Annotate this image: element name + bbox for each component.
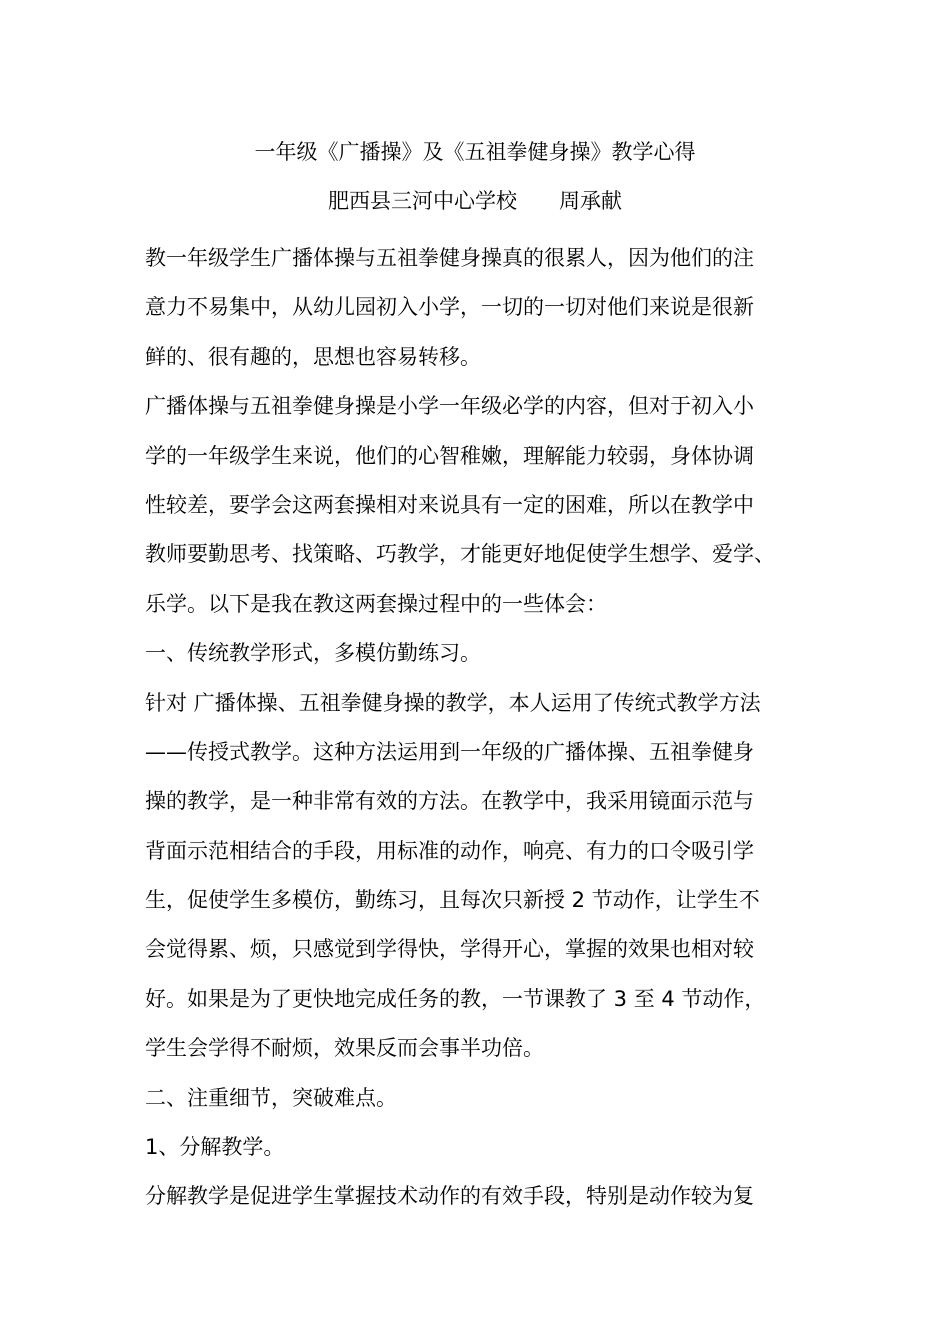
text-line: 广播体操与五祖拳健身操是小学一年级必学的内容，但对于初入小 — [145, 394, 754, 419]
text-line: 好。如果是为了更快地完成任务的教，一节课教了 3 至 4 节动作， — [145, 986, 766, 1011]
school-name: 肥西县三河中心学校 — [328, 189, 517, 213]
text-line: 教师要勤思考、找策略、巧教学，才能更好地促使学生想学、爱学、 — [145, 542, 775, 567]
author-name: 周承献 — [559, 189, 622, 213]
text-line: 操的教学，是一种非常有效的方法。在教学中，我采用镜面示范与 — [145, 789, 754, 814]
text-line: 乐学。以下是我在教这两套操过程中的一些体会： — [145, 591, 607, 616]
text-line: 学生会学得不耐烦，效果反而会事半功倍。 — [145, 1036, 544, 1061]
text-line: 意力不易集中，从幼儿园初入小学，一切的一切对他们来说是很新 — [145, 295, 754, 320]
section-heading: 一、传统教学形式，多模仿勤练习。 — [145, 641, 481, 666]
text-line: 针对 广播体操、五祖拳健身操的教学，本人运用了传统式教学方法 — [145, 690, 761, 715]
text-line: 生，促使学生多模仿，勤练习，且每次只新授 2 节动作，让学生不 — [145, 888, 760, 913]
text-line: 背面示范相结合的手段，用标准的动作，响亮、有力的口令吸引学 — [145, 838, 754, 863]
subsection-heading: 1、分解教学。 — [145, 1135, 285, 1160]
text-line: 鲜的、很有趣的，思想也容易转移。 — [145, 344, 481, 369]
text-line: 分解教学是促进学生掌握技术动作的有效手段，特别是动作较为复 — [145, 1184, 754, 1209]
text-line: ——传授式教学。这种方法运用到一年级的广播体操、五祖拳健身 — [145, 739, 754, 764]
text-line: 会觉得累、烦，只感觉到学得快，学得开心，掌握的效果也相对较 — [145, 937, 754, 962]
document-title: 一年级《广播操》及《五祖拳健身操》教学心得 — [254, 140, 696, 164]
document-body — [145, 234, 825, 1222]
document-byline — [0, 182, 950, 220]
text-line: 学的一年级学生来说，他们的心智稚嫩，理解能力较弱，身体协调 — [145, 443, 754, 468]
section-heading: 二、注重细节，突破难点。 — [145, 1085, 397, 1110]
text-line: 教一年级学生广播体操与五祖拳健身操真的很累人，因为他们的注 — [145, 246, 754, 270]
text-line: 性较差，要学会这两套操相对来说具有一定的困难，所以在教学中 — [145, 492, 754, 517]
